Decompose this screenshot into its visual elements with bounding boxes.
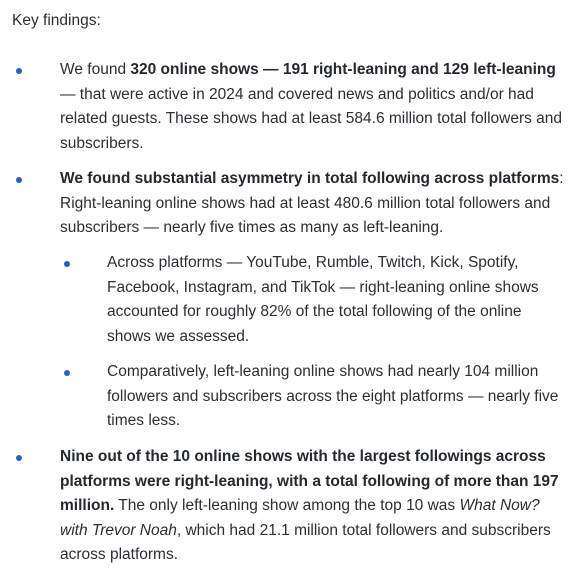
finding-emphasis: 320 online shows — 191 right-leaning and 129 left-leaning	[130, 61, 556, 78]
show-title: What Now? with Trevor Noah	[60, 497, 540, 539]
sub-finding-text-part: Across platforms — YouTube, Rumble, Twitch, Kick, Spotify, Facebook, Instagram, and TikTok — right-leaning online shows accounted for roughly 82% of the total following of the online shows we assessed.	[107, 254, 539, 345]
finding-text-part: , which had 21.1 million total followers and subscribers across platforms.	[60, 521, 551, 563]
finding-text	[60, 445, 570, 568]
bullet-icon	[16, 177, 22, 183]
finding-emphasis: We found substantial asymmetry in total following across platforms	[60, 170, 560, 187]
finding-text-part: The only left-leaning show among the top 10 was	[114, 497, 460, 514]
finding-emphasis: Nine out of the 10 online shows with the largest followings across platforms were right-leaning, with a total following of more than 197 million.	[60, 448, 559, 514]
finding-text-part: We found	[60, 61, 131, 78]
section-heading: Key findings:	[12, 12, 101, 29]
sub-finding-text-part: Comparatively, left-leaning online shows had nearly 104 million followers and subscribers across the eight platforms — nearly five times less.	[107, 363, 559, 429]
bullet-icon	[64, 261, 70, 267]
bullet-icon	[16, 68, 22, 74]
sub-finding-text	[107, 360, 572, 434]
finding-text-part: — that were active in 2024 and covered news and politics and/or had related guests. These shows had at least 584.6 million total followers and subscribers.	[60, 85, 563, 152]
finding-text	[60, 58, 565, 156]
finding-text	[60, 167, 565, 241]
finding-text-part: : Right-leaning online shows had at least 480.6 million total followers and subscribers — nearly five times as many as left-leaning.	[60, 170, 564, 236]
bullet-icon	[16, 455, 22, 461]
bullet-icon	[64, 370, 70, 376]
sub-finding-text	[107, 251, 547, 349]
